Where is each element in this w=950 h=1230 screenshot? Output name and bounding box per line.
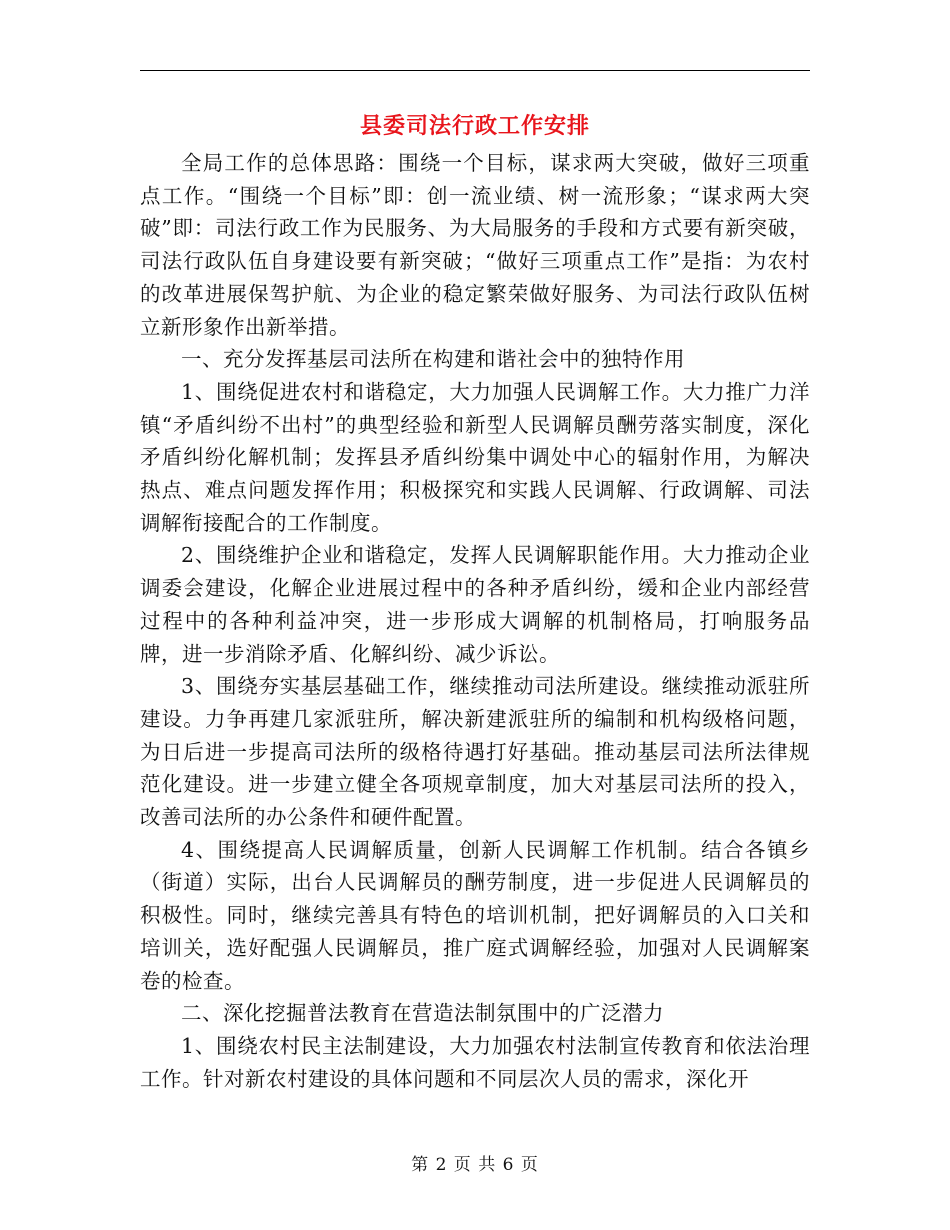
paragraph-overview: 全局工作的总体思路：围绕一个目标，谋求两大突破，做好三项重点工作。“围绕一个目标”即：创一流业绩、树一流形象；“谋求两大突破”即：司法行政工作为民服务、为大局服务的手段和方式要有新突破，司法行政队伍自身建设要有新突破；“做好三项重点工作”是指：为农村的改革进展保驾护航、为企业的稳定繁荣做好服务、为司法行政队伍树立新形象作出新举措。 xyxy=(140,151,810,339)
paragraph-2-1: 1、围绕农村民主法制建设，大力加强农村法制宣传教育和依法治理工作。针对新农村建设的具体问题和不同层次人员的需求，深化开 xyxy=(140,1033,810,1091)
page-number: 第 2 页 共 6 页 xyxy=(411,1155,539,1175)
paragraph-1-2: 2、围绕维护企业和谐稳定，发挥人民调解职能作用。大力推动企业调委会建设，化解企业进展过程中的各种矛盾纠纷，缓和企业内部经营过程中的各种利益冲突，进一步形成大调解的机制格局，打响服务品牌，进一步消除矛盾、化解纠纷、减少诉讼。 xyxy=(140,543,810,666)
paragraph-1-1: 1、围绕促进农村和谐稳定，大力加强人民调解工作。大力推广力洋镇“矛盾纠纷不出村”的典型经验和新型人民调解员酬劳落实制度，深化矛盾纠纷化解机制；发挥县矛盾纠纷集中调处中心的辐射作用，为解决热点、难点问题发挥作用；积极探究和实践人民调解、行政调解、司法调解衔接配合的工作制度。 xyxy=(140,379,810,535)
header-rule xyxy=(140,70,810,71)
section-heading-2: 二、深化挖掘普法教育在营造法制氛围中的广泛潜力 xyxy=(181,1001,664,1026)
document-title: 县委司法行政工作安排 xyxy=(359,113,590,139)
section-heading-1: 一、充分发挥基层司法所在构建和谐社会中的独特作用 xyxy=(181,347,685,372)
paragraph-1-4: 4、围绕提高人民调解质量，创新人民调解工作机制。结合各镇乡（街道）实际，出台人民调解员的酬劳制度，进一步促进人民调解员的积极性。同时，继续完善具有特色的培训机制，把好调解员的入口关和培训关，选好配强人民调解员，推广庭式调解经验，加强对人民调解案卷的检查。 xyxy=(140,837,810,993)
document-body xyxy=(140,147,810,1095)
paragraph-1-3: 3、围绕夯实基层基础工作，继续推动司法所建设。继续推动派驻所建设。力争再建几家派驻所，解决新建派驻所的编制和机构级格问题，为日后进一步提高司法所的级格待遇打好基础。推动基层司法所法律规范化建设。进一步建立健全各项规章制度，加大对基层司法所的投入，改善司法所的办公条件和硬件配置。 xyxy=(140,674,810,830)
